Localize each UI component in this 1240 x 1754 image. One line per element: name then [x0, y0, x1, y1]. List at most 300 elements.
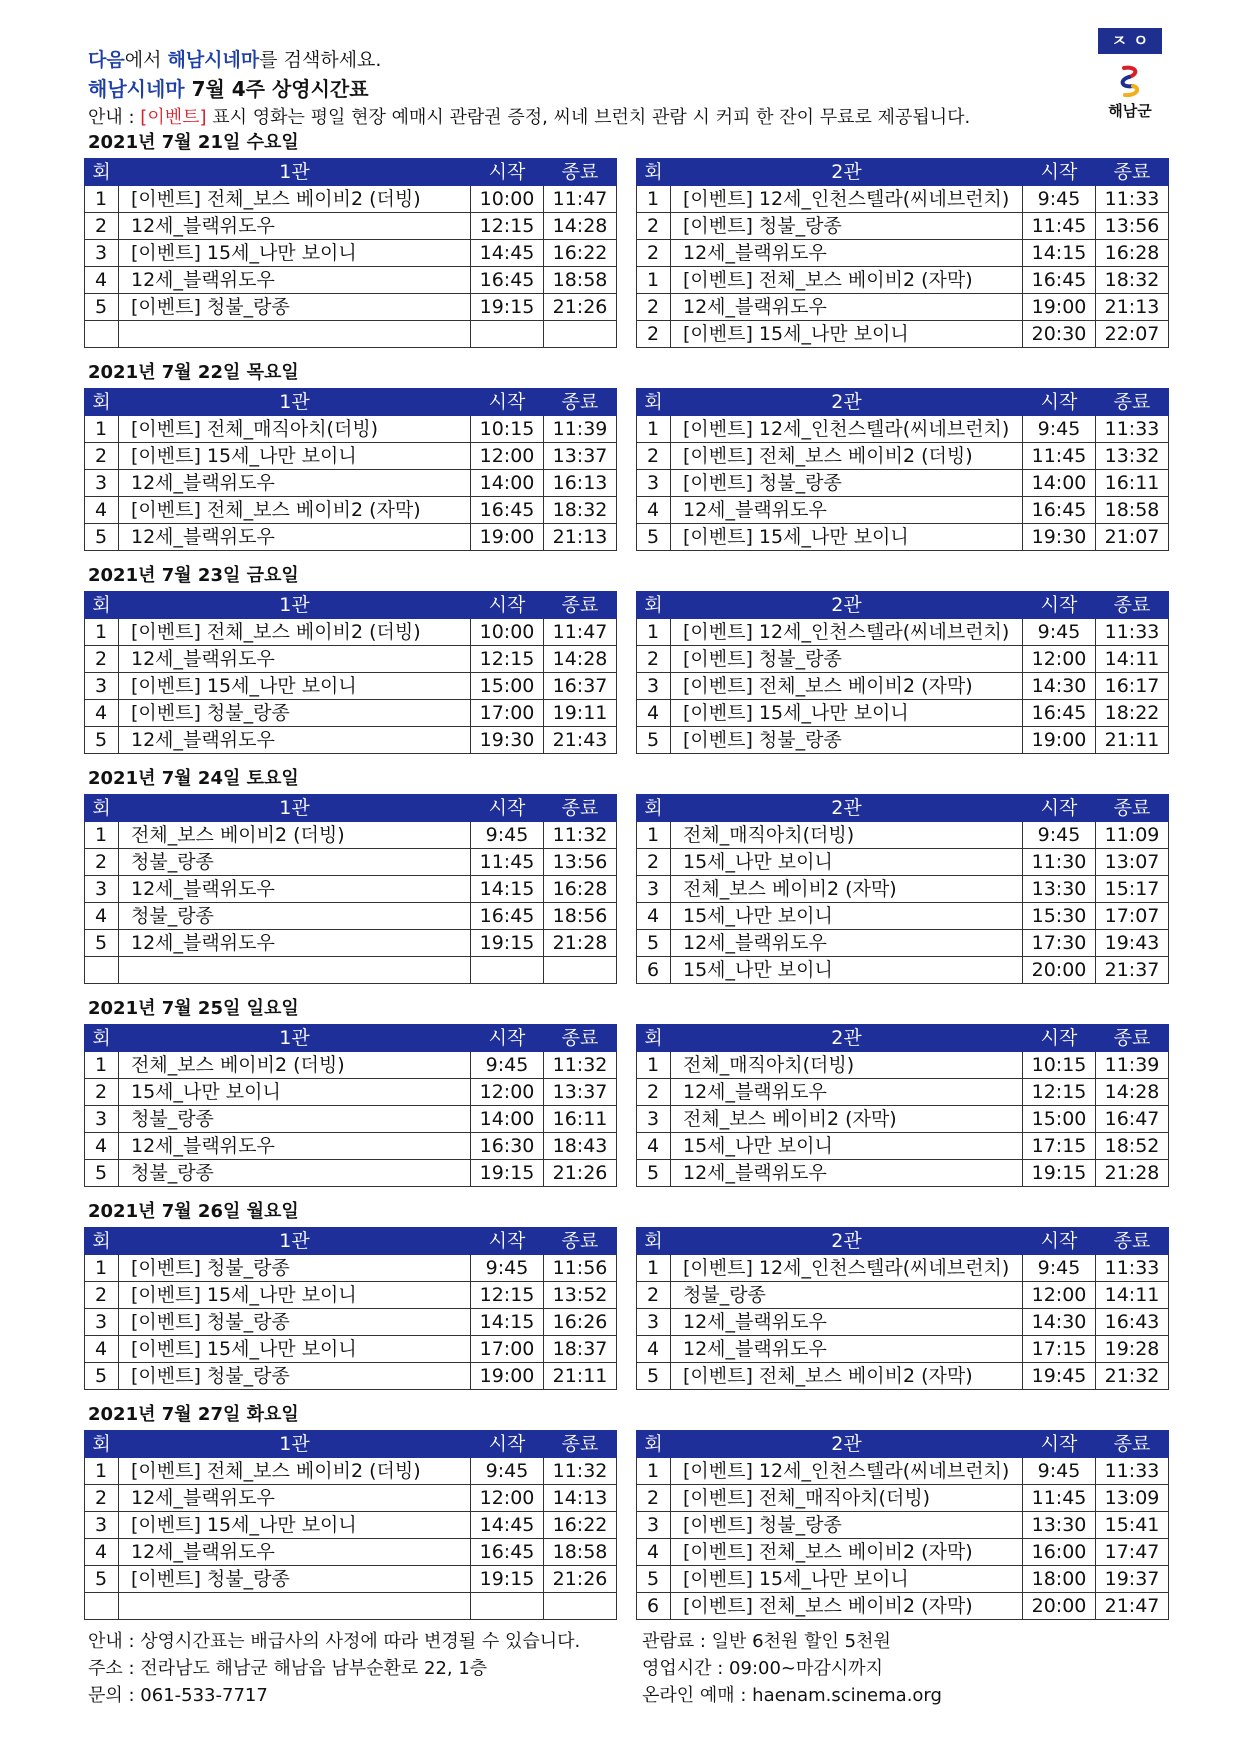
- table-row: [637, 524, 1169, 551]
- end-time-cell: 16:22: [544, 240, 617, 267]
- header-end: 종료: [1096, 592, 1169, 619]
- movie-title-cell: [이벤트] 전체_매직아치(더빙): [671, 1485, 1023, 1512]
- round-cell: 3: [637, 673, 671, 700]
- header-end: 종료: [1096, 1228, 1169, 1255]
- round-cell: 5: [637, 524, 671, 551]
- header-start: 시작: [1023, 592, 1096, 619]
- round-cell: 3: [637, 1309, 671, 1336]
- movie-title-cell: [이벤트] 12세_인천스텔라(씨네브런치): [671, 416, 1023, 443]
- end-time-cell: 22:07: [1096, 321, 1169, 348]
- header-start: 시작: [1023, 159, 1096, 186]
- header: [88, 46, 1148, 132]
- end-time-cell: 11:47: [544, 186, 617, 213]
- table-row: [637, 673, 1169, 700]
- table-row: [637, 213, 1169, 240]
- table-row: [85, 727, 617, 754]
- table-row: [637, 267, 1169, 294]
- start-time-cell: 17:15: [1023, 1133, 1096, 1160]
- round-cell: 4: [85, 267, 119, 294]
- start-time-cell: 16:45: [1023, 267, 1096, 294]
- round-cell: 4: [85, 1539, 119, 1566]
- round-cell: 2: [637, 1079, 671, 1106]
- start-time-cell: 9:45: [471, 822, 544, 849]
- movie-title-cell: 12세_블랙위도우: [671, 294, 1023, 321]
- haenam-logo: [1098, 28, 1162, 121]
- movie-title-cell: [이벤트] 청불_랑종: [119, 1566, 471, 1593]
- start-time-cell: 15:30: [1023, 903, 1096, 930]
- movie-title-cell: 12세_블랙위도우: [119, 470, 471, 497]
- start-time-cell: [471, 321, 544, 348]
- end-time-cell: 16:47: [1096, 1106, 1169, 1133]
- round-cell: 2: [637, 646, 671, 673]
- end-time-cell: 18:22: [1096, 700, 1169, 727]
- start-time-cell: 9:45: [1023, 822, 1096, 849]
- movie-title-cell: 전체_매직아치(더빙): [671, 822, 1023, 849]
- movie-title-cell: [이벤트] 15세_나만 보이니: [671, 321, 1023, 348]
- round-cell: 3: [85, 240, 119, 267]
- table-row: [85, 903, 617, 930]
- movie-title-cell: [이벤트] 15세_나만 보이니: [119, 1282, 471, 1309]
- end-time-cell: 21:28: [1096, 1160, 1169, 1187]
- header-end: 종료: [1096, 1025, 1169, 1052]
- header-round: 회: [637, 795, 671, 822]
- header-round: 회: [637, 1431, 671, 1458]
- round-cell: 4: [85, 903, 119, 930]
- footer-notice: 안내 : 상영시간표는 배급사의 사정에 따라 변경될 수 있습니다.: [88, 1631, 581, 1652]
- table-row: [85, 1363, 617, 1390]
- round-cell: 2: [637, 321, 671, 348]
- end-time-cell: 15:17: [1096, 876, 1169, 903]
- start-time-cell: 14:45: [471, 1512, 544, 1539]
- movie-title-cell: 12세_블랙위도우: [119, 727, 471, 754]
- end-time-cell: 21:47: [1096, 1593, 1169, 1620]
- logo-box: ㅈㅇ: [1098, 28, 1162, 54]
- table-row: [85, 957, 617, 984]
- footer: [88, 1628, 1168, 1709]
- event-tag: [이벤트]: [140, 107, 207, 128]
- table-row: [637, 619, 1169, 646]
- header-end: 종료: [544, 1431, 617, 1458]
- movie-title-cell: 청불_랑종: [119, 1160, 471, 1187]
- round-cell: 5: [637, 1566, 671, 1593]
- end-time-cell: 11:33: [1096, 1458, 1169, 1485]
- movie-title-cell: [이벤트] 15세_나만 보이니: [671, 1566, 1023, 1593]
- end-time-cell: 13:37: [544, 1079, 617, 1106]
- hall-schedule-table: [636, 158, 1169, 348]
- round-cell: 3: [85, 470, 119, 497]
- header-round: 회: [85, 159, 119, 186]
- end-time-cell: 16:11: [544, 1106, 617, 1133]
- round-cell: 2: [85, 1485, 119, 1512]
- round-cell: [85, 1593, 119, 1620]
- table-row: [637, 876, 1169, 903]
- start-time-cell: 16:45: [471, 1539, 544, 1566]
- day-section: [84, 764, 1169, 984]
- end-time-cell: 11:33: [1096, 416, 1169, 443]
- end-time-cell: 16:13: [544, 470, 617, 497]
- movie-title-cell: 전체_보스 베이비2 (자막): [671, 876, 1023, 903]
- movie-title-cell: [이벤트] 15세_나만 보이니: [119, 443, 471, 470]
- header-end: 종료: [1096, 389, 1169, 416]
- header-start: 시작: [1023, 389, 1096, 416]
- table-row: [637, 470, 1169, 497]
- header-start: 시작: [471, 795, 544, 822]
- round-cell: 4: [637, 1336, 671, 1363]
- movie-title-cell: [이벤트] 전체_보스 베이비2 (더빙): [119, 1458, 471, 1485]
- movie-title-cell: 12세_블랙위도우: [119, 876, 471, 903]
- movie-title-cell: 청불_랑종: [671, 1282, 1023, 1309]
- table-row: [85, 822, 617, 849]
- hall-schedule-table: [84, 1024, 617, 1187]
- end-time-cell: 13:07: [1096, 849, 1169, 876]
- round-cell: 1: [637, 1458, 671, 1485]
- round-cell: 2: [637, 849, 671, 876]
- header-start: 시작: [1023, 1431, 1096, 1458]
- header-hall-name: 1관: [119, 795, 471, 822]
- cinema-name-text: 해남시네마: [167, 49, 260, 71]
- header-hall-name: 2관: [671, 592, 1023, 619]
- round-cell: [85, 957, 119, 984]
- end-time-cell: 11:39: [544, 416, 617, 443]
- day-section: [84, 358, 1169, 551]
- table-row: [637, 957, 1169, 984]
- table-row: [85, 1566, 617, 1593]
- round-cell: 5: [85, 1363, 119, 1390]
- round-cell: 1: [85, 416, 119, 443]
- movie-title-cell: 15세_나만 보이니: [671, 903, 1023, 930]
- end-time-cell: 15:41: [1096, 1512, 1169, 1539]
- table-row: [85, 646, 617, 673]
- end-time-cell: 19:28: [1096, 1336, 1169, 1363]
- start-time-cell: 16:00: [1023, 1539, 1096, 1566]
- movie-title-cell: 12세_블랙위도우: [671, 1336, 1023, 1363]
- round-cell: 4: [85, 1133, 119, 1160]
- movie-title-cell: 청불_랑종: [119, 903, 471, 930]
- movie-title-cell: 12세_블랙위도우: [671, 1079, 1023, 1106]
- movie-title-cell: [이벤트] 전체_매직아치(더빙): [119, 416, 471, 443]
- start-time-cell: 16:45: [471, 267, 544, 294]
- end-time-cell: 14:28: [544, 646, 617, 673]
- round-cell: 5: [637, 1363, 671, 1390]
- header-round: 회: [637, 1228, 671, 1255]
- round-cell: 3: [85, 1106, 119, 1133]
- round-cell: 5: [637, 1160, 671, 1187]
- table-row: [637, 497, 1169, 524]
- header-end: 종료: [544, 592, 617, 619]
- table-row: [637, 1566, 1169, 1593]
- header-round: 회: [85, 1228, 119, 1255]
- end-time-cell: 21:32: [1096, 1363, 1169, 1390]
- end-time-cell: 13:56: [544, 849, 617, 876]
- day-title: 2021년 7월 22일 목요일: [88, 362, 299, 383]
- logo-name: 해남군: [1108, 102, 1152, 120]
- table-row: [85, 619, 617, 646]
- footer-online-booking: 온라인 예매 : haenam.scinema.org: [642, 1685, 942, 1706]
- movie-title-cell: [이벤트] 12세_인천스텔라(씨네브런치): [671, 1458, 1023, 1485]
- header-hall-name: 1관: [119, 1228, 471, 1255]
- round-cell: 2: [85, 1079, 119, 1106]
- movie-title-cell: [이벤트] 청불_랑종: [119, 1363, 471, 1390]
- table-row: [85, 497, 617, 524]
- hall-schedule-table: [84, 794, 617, 984]
- end-time-cell: 11:32: [544, 822, 617, 849]
- table-row: [637, 1079, 1169, 1106]
- table-row: [637, 930, 1169, 957]
- round-cell: 1: [637, 822, 671, 849]
- hall-schedule-table: [84, 388, 617, 551]
- start-time-cell: 12:15: [471, 213, 544, 240]
- header-round: 회: [85, 389, 119, 416]
- start-time-cell: 13:30: [1023, 876, 1096, 903]
- day-title: 2021년 7월 21일 수요일: [88, 132, 299, 153]
- movie-title-cell: 전체_보스 베이비2 (더빙): [119, 1052, 471, 1079]
- end-time-cell: 16:37: [544, 673, 617, 700]
- start-time-cell: 12:00: [471, 443, 544, 470]
- start-time-cell: 15:00: [1023, 1106, 1096, 1133]
- end-time-cell: 21:11: [544, 1363, 617, 1390]
- table-row: [637, 1363, 1169, 1390]
- end-time-cell: 18:43: [544, 1133, 617, 1160]
- round-cell: 3: [637, 470, 671, 497]
- movie-title-cell: 전체_매직아치(더빙): [671, 1052, 1023, 1079]
- round-cell: 3: [85, 876, 119, 903]
- start-time-cell: 20:30: [1023, 321, 1096, 348]
- start-time-cell: 18:00: [1023, 1566, 1096, 1593]
- header-end: 종료: [1096, 1431, 1169, 1458]
- hall-schedule-table: [636, 794, 1169, 984]
- start-time-cell: 12:00: [1023, 646, 1096, 673]
- movie-title-cell: [이벤트] 청불_랑종: [671, 646, 1023, 673]
- start-time-cell: 9:45: [1023, 186, 1096, 213]
- end-time-cell: 13:52: [544, 1282, 617, 1309]
- end-time-cell: 14:11: [1096, 646, 1169, 673]
- start-time-cell: 11:45: [471, 849, 544, 876]
- start-time-cell: 19:15: [471, 1566, 544, 1593]
- movie-title-cell: [이벤트] 청불_랑종: [671, 727, 1023, 754]
- header-round: 회: [85, 1025, 119, 1052]
- table-row: [85, 1052, 617, 1079]
- start-time-cell: 20:00: [1023, 1593, 1096, 1620]
- end-time-cell: 16:43: [1096, 1309, 1169, 1336]
- round-cell: 2: [637, 240, 671, 267]
- end-time-cell: 18:56: [544, 903, 617, 930]
- round-cell: 5: [85, 294, 119, 321]
- end-time-cell: 14:11: [1096, 1282, 1169, 1309]
- movie-title-cell: 12세_블랙위도우: [119, 267, 471, 294]
- round-cell: 5: [85, 524, 119, 551]
- page-title: [88, 74, 1148, 104]
- end-time-cell: 21:28: [544, 930, 617, 957]
- end-time-cell: 13:56: [1096, 213, 1169, 240]
- end-time-cell: 21:13: [544, 524, 617, 551]
- table-row: [85, 213, 617, 240]
- table-row: [85, 443, 617, 470]
- round-cell: 5: [85, 930, 119, 957]
- hall-tables: [84, 1024, 1169, 1187]
- movie-title-cell: 12세_블랙위도우: [671, 240, 1023, 267]
- table-row: [85, 1309, 617, 1336]
- start-time-cell: 9:45: [1023, 1255, 1096, 1282]
- start-time-cell: 14:00: [1023, 470, 1096, 497]
- start-time-cell: 9:45: [1023, 1458, 1096, 1485]
- end-time-cell: 17:47: [1096, 1539, 1169, 1566]
- end-time-cell: 18:52: [1096, 1133, 1169, 1160]
- movie-title-cell: [이벤트] 12세_인천스텔라(씨네브런치): [671, 619, 1023, 646]
- round-cell: 4: [85, 700, 119, 727]
- hall-tables: [84, 388, 1169, 551]
- end-time-cell: 18:58: [544, 1539, 617, 1566]
- header-end: 종료: [1096, 795, 1169, 822]
- day-title: 2021년 7월 24일 토요일: [88, 768, 299, 789]
- round-cell: 5: [85, 1160, 119, 1187]
- end-time-cell: 13:37: [544, 443, 617, 470]
- table-row: [85, 1282, 617, 1309]
- day-title: 2021년 7월 25일 일요일: [88, 998, 299, 1019]
- table-row: [85, 1485, 617, 1512]
- end-time-cell: 11:56: [544, 1255, 617, 1282]
- hall-schedule-table: [636, 591, 1169, 754]
- movie-title-cell: 12세_블랙위도우: [119, 646, 471, 673]
- footer-right: [642, 1628, 1168, 1709]
- start-time-cell: 19:15: [1023, 1160, 1096, 1187]
- movie-title-cell: 12세_블랙위도우: [671, 930, 1023, 957]
- header-end: 종료: [544, 389, 617, 416]
- header-start: 시작: [471, 592, 544, 619]
- table-row: [85, 1593, 617, 1620]
- day-section: [84, 1400, 1169, 1620]
- table-row: [85, 849, 617, 876]
- table-row: [637, 822, 1169, 849]
- start-time-cell: 12:15: [471, 1282, 544, 1309]
- table-row: [85, 1160, 617, 1187]
- table-row: [637, 186, 1169, 213]
- hall-tables: [84, 1430, 1169, 1620]
- header-end: 종료: [544, 795, 617, 822]
- round-cell: 4: [85, 1336, 119, 1363]
- footer-address: 주소 : 전라남도 해남군 해남읍 남부순환로 22, 1층: [88, 1658, 488, 1679]
- movie-title-cell: [119, 321, 471, 348]
- movie-title-cell: 12세_블랙위도우: [119, 524, 471, 551]
- end-time-cell: [544, 1593, 617, 1620]
- start-time-cell: [471, 1593, 544, 1620]
- end-time-cell: [544, 957, 617, 984]
- end-time-cell: 11:33: [1096, 619, 1169, 646]
- table-row: [85, 876, 617, 903]
- end-time-cell: 21:37: [1096, 957, 1169, 984]
- round-cell: 1: [85, 619, 119, 646]
- movie-title-cell: 청불_랑종: [119, 1106, 471, 1133]
- end-time-cell: 16:28: [544, 876, 617, 903]
- hall-schedule-table: [84, 1227, 617, 1390]
- round-cell: 2: [85, 213, 119, 240]
- round-cell: 2: [637, 294, 671, 321]
- end-time-cell: 14:13: [544, 1485, 617, 1512]
- table-row: [85, 1255, 617, 1282]
- haenam-emblem-icon: [1115, 64, 1145, 98]
- header-start: 시작: [471, 389, 544, 416]
- start-time-cell: 19:15: [471, 1160, 544, 1187]
- round-cell: 6: [637, 1593, 671, 1620]
- table-row: [85, 416, 617, 443]
- header-hall-name: 1관: [119, 1025, 471, 1052]
- hall-schedule-table: [636, 1430, 1169, 1620]
- round-cell: 2: [85, 849, 119, 876]
- table-row: [637, 646, 1169, 673]
- table-row: [85, 1133, 617, 1160]
- start-time-cell: 16:45: [1023, 497, 1096, 524]
- round-cell: 6: [637, 957, 671, 984]
- hall-tables: [84, 794, 1169, 984]
- movie-title-cell: [이벤트] 전체_보스 베이비2 (자막): [119, 497, 471, 524]
- end-time-cell: 21:13: [1096, 294, 1169, 321]
- round-cell: 1: [637, 416, 671, 443]
- end-time-cell: 16:11: [1096, 470, 1169, 497]
- daum-text: 다음: [88, 49, 125, 71]
- guide-text: 에서: [124, 49, 168, 71]
- table-row: [637, 849, 1169, 876]
- round-cell: 1: [85, 1052, 119, 1079]
- start-time-cell: 9:45: [1023, 619, 1096, 646]
- start-time-cell: 19:15: [471, 930, 544, 957]
- end-time-cell: 17:07: [1096, 903, 1169, 930]
- end-time-cell: 16:28: [1096, 240, 1169, 267]
- table-row: [637, 1458, 1169, 1485]
- header-hall-name: 2관: [671, 1228, 1023, 1255]
- table-row: [637, 1106, 1169, 1133]
- end-time-cell: 11:39: [1096, 1052, 1169, 1079]
- table-row: [637, 1282, 1169, 1309]
- round-cell: 4: [637, 497, 671, 524]
- table-row: [85, 1079, 617, 1106]
- table-row: [85, 700, 617, 727]
- end-time-cell: 13:09: [1096, 1485, 1169, 1512]
- round-cell: 4: [637, 1539, 671, 1566]
- header-hall-name: 1관: [119, 1431, 471, 1458]
- start-time-cell: 10:15: [1023, 1052, 1096, 1079]
- table-row: [637, 1593, 1169, 1620]
- day-title: 2021년 7월 26일 월요일: [88, 1201, 299, 1222]
- start-time-cell: 19:45: [1023, 1363, 1096, 1390]
- end-time-cell: 18:32: [544, 497, 617, 524]
- day-title: 2021년 7월 27일 화요일: [88, 1404, 299, 1425]
- start-time-cell: 16:45: [471, 903, 544, 930]
- table-row: [85, 1512, 617, 1539]
- header-hall-name: 2관: [671, 159, 1023, 186]
- end-time-cell: 11:33: [1096, 1255, 1169, 1282]
- movie-title-cell: [이벤트] 전체_보스 베이비2 (자막): [671, 1363, 1023, 1390]
- movie-title-cell: [이벤트] 청불_랑종: [119, 294, 471, 321]
- movie-title-cell: 12세_블랙위도우: [671, 1160, 1023, 1187]
- header-start: 시작: [471, 1431, 544, 1458]
- start-time-cell: 14:45: [471, 240, 544, 267]
- footer-price: 관람료 : 일반 6천원 할인 5천원: [642, 1631, 891, 1652]
- start-time-cell: 17:15: [1023, 1336, 1096, 1363]
- header-hall-name: 1관: [119, 389, 471, 416]
- day-section: [84, 561, 1169, 754]
- round-cell: 1: [637, 186, 671, 213]
- table-row: [85, 930, 617, 957]
- round-cell: 2: [85, 1282, 119, 1309]
- movie-title-cell: [이벤트] 15세_나만 보이니: [119, 240, 471, 267]
- header-round: 회: [637, 592, 671, 619]
- header-end: 종료: [544, 1025, 617, 1052]
- round-cell: 4: [637, 903, 671, 930]
- end-time-cell: 11:47: [544, 619, 617, 646]
- hall-tables: [84, 158, 1169, 348]
- title-rest: 7월 4주 상영시간표: [184, 77, 369, 101]
- movie-title-cell: 15세_나만 보이니: [671, 957, 1023, 984]
- table-row: [637, 1512, 1169, 1539]
